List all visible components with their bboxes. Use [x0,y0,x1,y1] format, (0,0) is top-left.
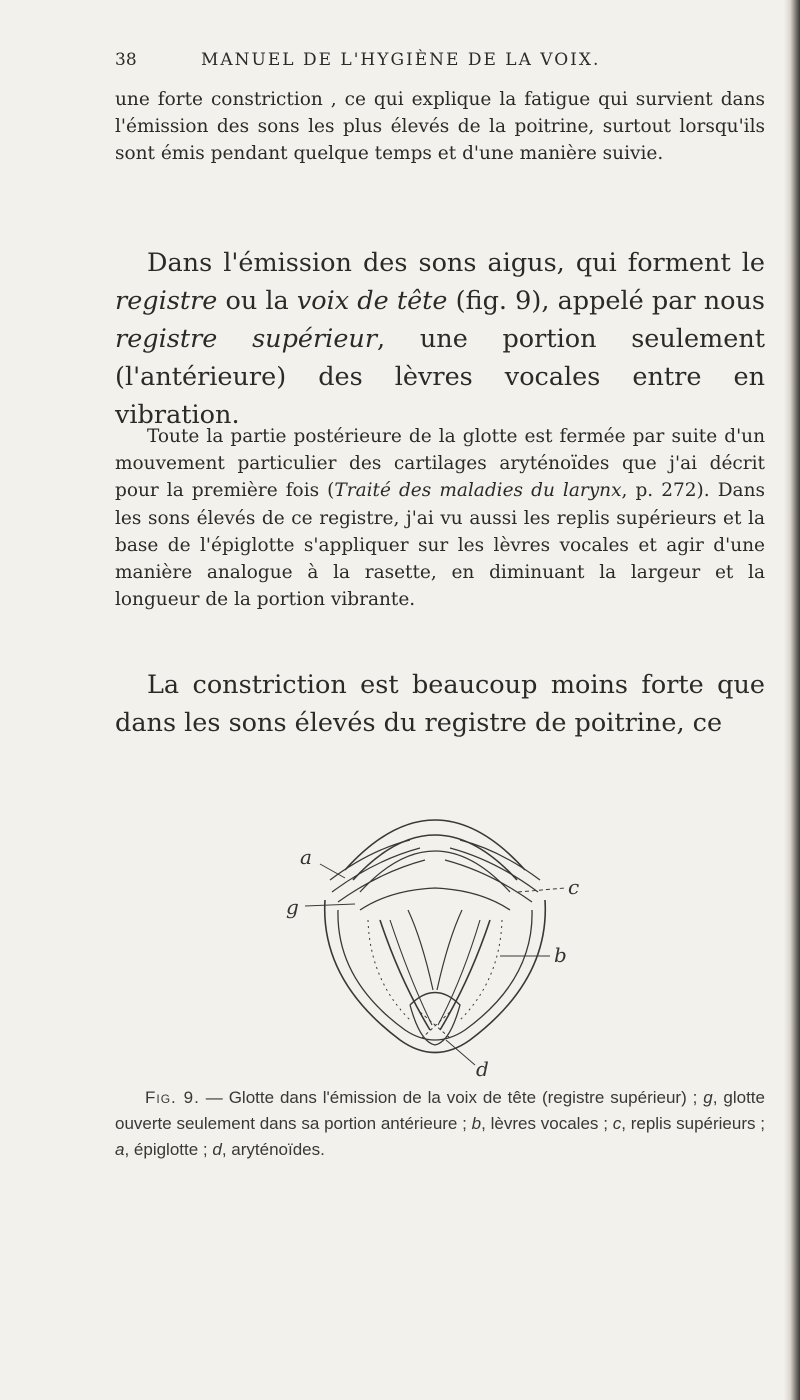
paragraph-4 [115,666,765,742]
term-registre: registre [115,286,218,316]
label-d: d [476,1057,489,1080]
page-number: 38 [115,50,137,70]
caption-text-1: — Glotte dans l'émission de la voix de tête (registre supérieur) ; [199,1088,704,1107]
figure-caption [115,1085,765,1163]
epiglottis-inner [353,835,517,880]
caption-key-d: d [212,1140,222,1159]
label-g: g [286,895,299,919]
caption-text-3: , lèvres vocales ; [481,1114,613,1133]
glottis-illustration [250,780,620,1080]
vocal-lip-right [440,920,490,1030]
label-b: b [554,943,567,967]
paragraph-3-text-b: , p. 272). Dans les sons élevés de ce registre, j'ai vu aussi les replis supérieurs et la base de l'épiglotte s'appliquer sur les lèvres vocales et agir d'une manière analogue à la rasette, en diminuant la largeur et la longueur de la portion vibrante. [115,480,765,611]
label-c: c [568,875,580,899]
paragraph-1-text: une forte constriction , ce qui explique la fatigue qui survient dans l'émission des sons les plus élevés de la poitrine, surtout lorsqu'ils sont émis pendant quelque temps et d'une manière suivie. [115,89,765,165]
paragraph-2 [115,244,765,434]
caption-key-g: g [703,1088,713,1107]
caption-text-5: , épiglotte ; [124,1140,213,1159]
paragraph-2-text-b: ou la [217,286,297,316]
paragraph-3 [115,423,765,613]
paragraph-1 [115,86,765,168]
caption-key-c: c [612,1114,622,1133]
vocal-lip-left [380,920,430,1030]
caption-key-a: a [115,1140,125,1159]
page-edge-shadow [784,0,800,1400]
caption-text-2: , glotte ouverte seulement dans sa portion antérieure ; [115,1088,765,1133]
caption-text-4: , replis supérieurs ; [621,1114,765,1133]
label-a: a [300,845,312,869]
larynx-outline [325,900,546,1053]
paragraph-2-text-c: (fig. 9), appelé par nous [447,286,765,316]
running-head: MANUEL DE L'HYGIÈNE DE LA VOIX. [201,50,601,70]
paragraph-2-text-a: Dans l'émission des sons aigus, qui forment le [147,248,765,278]
caption-text-6: , aryténoïdes. [221,1140,325,1159]
book-title-reference: Traité des maladies du larynx [334,480,622,502]
page-header [115,50,765,74]
glottis-opening-right [437,910,462,990]
paragraph-2-text-d: , une portion seulement (l'antérieure) des lèvres vocales entre en vibration. [115,324,765,430]
figure-9-glottis-diagram [250,780,620,1080]
paragraph-4-text: La constriction est beaucoup moins forte que dans les sons élevés du registre de poitrine, ce [115,670,765,738]
term-voix-de-tete: voix de tête [296,286,448,316]
caption-key-b: b [471,1114,482,1133]
superior-folds [360,888,510,910]
paragraph-3-text-a: Toute la partie postérieure de la glotte est fermée par suite d'un mouvement particulier des cartilages aryténoïdes que j'ai décrit pour la première fois ( [115,426,765,502]
term-registre-superieur: registre supérieur [115,324,378,354]
caption-figure-number: Fig. 9. [145,1088,200,1107]
